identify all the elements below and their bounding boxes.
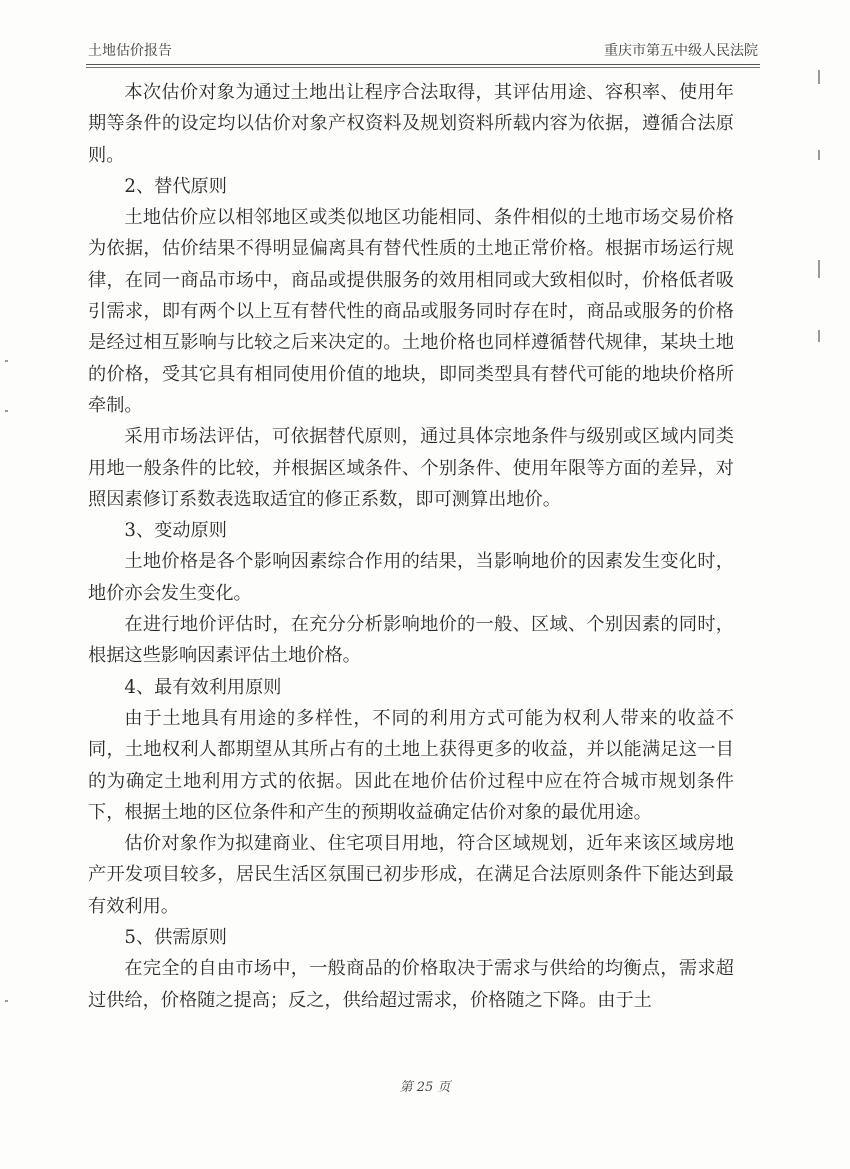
scan-speck [5, 1000, 8, 1002]
scan-speck [818, 330, 820, 342]
report-body [88, 77, 734, 1016]
section-heading: 5、供需原则 [124, 927, 227, 949]
scan-speck [818, 150, 820, 160]
scan-speck [818, 70, 820, 84]
header-rule-thin [86, 67, 760, 68]
section-heading: 2、替代原则 [124, 175, 227, 197]
scan-speck [5, 360, 8, 362]
page-number: 第 25 页 [399, 1080, 451, 1095]
paragraph: 由于土地具有用途的多样性，不同的利用方式可能为权利人带来的收益不同，土地权利人都期望从其所占有的土地上获得更多的收益，并以能满足这一目的为确定土地利用方式的依据。因此在地价估价过程中应在符合城市规划条件下，根据土地的区位条件和产生的预期收益确定估价对象的最优用途。 [88, 707, 734, 823]
paragraph: 本次估价对象为通过土地出让程序合法取得，其评估用途、容积率、使用年期等条件的设定均以估价对象产权资料及规划资料所载内容为依据，遵循合法原则。 [88, 82, 734, 166]
report-title: 土地估价报告 [88, 43, 172, 59]
section-heading: 3、变动原则 [124, 520, 227, 542]
paragraph: 土地价格是各个影响因素综合作用的结果，当影响地价的因素发生变化时，地价亦会发生变化。 [88, 551, 734, 604]
scan-speck [818, 260, 820, 278]
section-heading: 4、最有效利用原则 [124, 676, 282, 698]
paragraph: 土地估价应以相邻地区或类似地区功能相同、条件相似的土地市场交易价格为依据，估价结果不得明显偏离具有替代性质的土地正常价格。根据市场运行规律，在同一商品市场中，商品或提供服务的效用相同或大致相似时，价格低者吸引需求，即有两个以上互有替代性的商品或服务同时存在时，商品或服务的价格是经过相互影响与比较之后来决定的。土地价格也同样遵循替代规律，某块土地的价格，受其它具有相同使用价值的地块，即同类型具有替代可能的地块价格所牵制。 [88, 207, 734, 416]
court-name: 重庆市第五中级人民法院 [604, 43, 758, 59]
page-header [88, 40, 758, 64]
header-rule [86, 64, 760, 65]
paragraph: 采用市场法评估，可依据替代原则，通过具体宗地条件与级别或区域内同类用地一般条件的比较，并根据区域条件、个别条件、使用年限等方面的差异，对照因素修订系数表选取适宜的修正系数，即可测算出地价。 [88, 426, 734, 510]
paragraph: 估价对象作为拟建商业、住宅项目用地，符合区域规划，近年来该区域房地产开发项目较多，居民生活区氛围已初步形成，在满足合法原则条件下能达到最有效利用。 [88, 833, 734, 917]
paragraph: 在完全的自由市场中，一般商品的价格取决于需求与供给的均衡点，需求超过供给，价格随之提高；反之，供给超过需求，价格随之下降。由于土 [88, 958, 734, 1011]
scan-speck [5, 410, 8, 412]
paragraph: 在进行地价评估时，在充分分析影响地价的一般、区域、个别因素的同时，根据这些影响因素评估土地价格。 [88, 614, 734, 667]
